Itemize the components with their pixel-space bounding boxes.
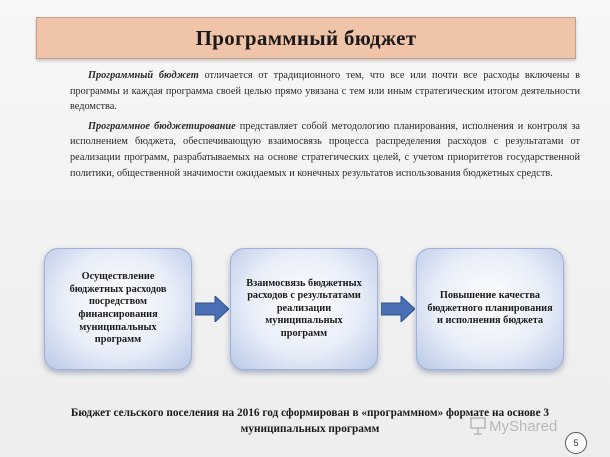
paragraph-1-text: отличается от традиционного тем, что все или почти все расходы включены в программы и каждая программа своей целью прямо увязана с тем или иным стратегическим итогом деятельности ведомства. [70, 70, 580, 113]
right-arrow-icon [195, 296, 229, 322]
paragraph-2 [70, 119, 580, 181]
right-arrow-icon [381, 296, 415, 322]
presentation-icon [470, 417, 486, 435]
body-text [70, 68, 580, 185]
watermark-text: MyShared [489, 417, 558, 435]
watermark [470, 415, 557, 437]
flow-box-financing-label: Осуществление бюджетных расходов посредством финансирования муниципальных программ [69, 271, 167, 346]
flow-box-linkage-label: Взаимосвязь бюджетных расходов с результатами реализации муниципальных программ [246, 277, 362, 339]
flow-box-quality-label: Повышение качества бюджетного планирования и исполнения бюджета [427, 290, 553, 327]
footer-note: Бюджет сельского поселения на 2016 год сформирован в «программном» формате на основе 3 муниципальных программ [70, 407, 550, 435]
slide-title: Программный бюджет [195, 25, 417, 50]
page-number: 5 [565, 432, 587, 454]
flow-box-financing [44, 248, 192, 370]
flow-box-quality [416, 248, 564, 370]
paragraph-1 [70, 68, 580, 115]
paragraph-1-term: Программный бюджет [88, 70, 199, 81]
flow-box-linkage [230, 248, 378, 370]
paragraph-2-text: представляет собой методологию планирования, исполнения и контроля за исполнением бюджета, обеспечивающую взаимосвязь процесса распределения расходов с результатами от реализации программ, разрабатываемых на основе стратегических целей, с учетом приоритетов государственной политики, общественной значимости ожидаемых и конечных результатов использования бюджетных средств. [70, 120, 580, 179]
process-flow [44, 248, 564, 370]
paragraph-2-term: Программное бюджетирование [88, 120, 236, 132]
title-bar [36, 17, 576, 59]
